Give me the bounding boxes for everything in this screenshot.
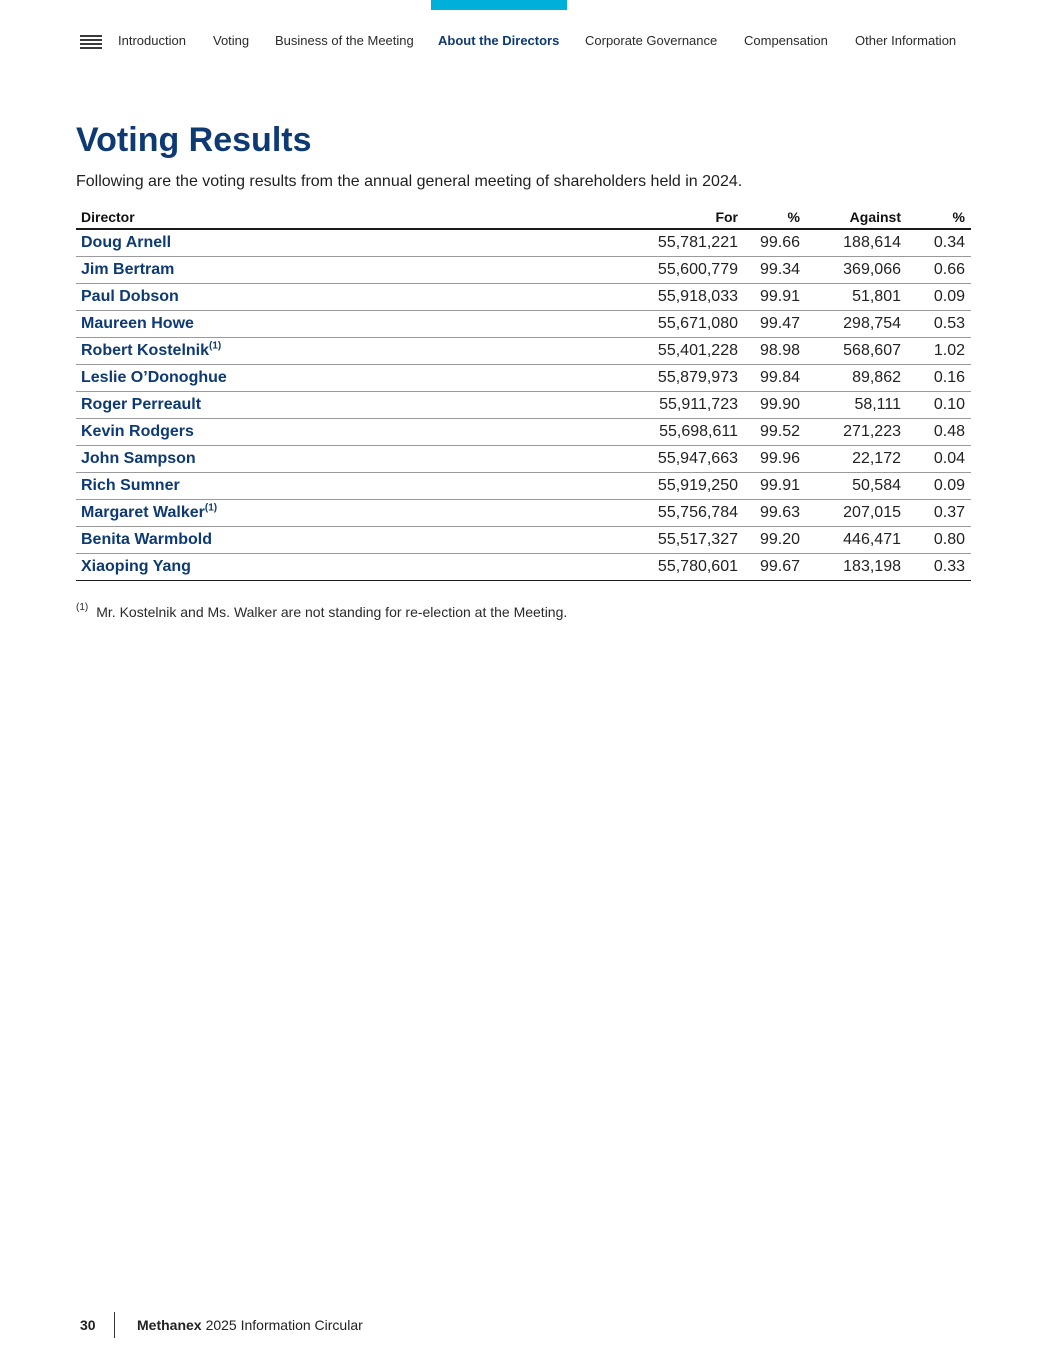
votes-for-cell: 55,698,611	[636, 419, 744, 446]
votes-against-percent-cell: 0.80	[907, 527, 971, 554]
votes-for-percent-cell: 99.84	[744, 365, 806, 392]
footnote-marker: (1)	[76, 602, 89, 613]
hamburger-menu-icon[interactable]	[80, 35, 102, 49]
footnote	[76, 604, 567, 620]
director-name[interactable]: Leslie O’Donoghue	[81, 369, 227, 386]
table-row	[76, 284, 971, 311]
votes-for-cell: 55,919,250	[636, 473, 744, 500]
votes-for-percent-cell: 99.47	[744, 311, 806, 338]
header-against: Against	[806, 207, 907, 229]
votes-against-cell: 183,198	[806, 554, 907, 581]
table-row	[76, 473, 971, 500]
votes-for-cell: 55,756,784	[636, 500, 744, 527]
table-row	[76, 229, 971, 257]
active-tab-indicator	[431, 0, 567, 10]
table-row	[76, 311, 971, 338]
page-footer	[80, 1312, 363, 1338]
director-name-cell[interactable]	[76, 257, 636, 284]
header-for: For	[636, 207, 744, 229]
director-name[interactable]: Robert Kostelnik	[81, 342, 210, 359]
votes-against-cell: 51,801	[806, 284, 907, 311]
header-against-percent: %	[907, 207, 971, 229]
nav-item-compensation[interactable]: Compensation	[744, 33, 828, 48]
votes-for-percent-cell: 99.91	[744, 284, 806, 311]
table-row	[76, 338, 971, 365]
director-name[interactable]: Maureen Howe	[81, 315, 194, 332]
votes-against-percent-cell: 0.16	[907, 365, 971, 392]
voting-results-table	[76, 207, 971, 581]
director-name[interactable]: Doug Arnell	[81, 234, 172, 251]
header-director: Director	[76, 207, 636, 229]
director-name-cell[interactable]	[76, 527, 636, 554]
director-name-cell[interactable]	[76, 338, 636, 365]
footnote-reference: (1)	[209, 340, 222, 352]
table-row	[76, 257, 971, 284]
nav-item-business-of-the-meeting[interactable]: Business of the Meeting	[275, 33, 414, 48]
table-row	[76, 419, 971, 446]
nav-item-introduction[interactable]: Introduction	[118, 33, 186, 48]
votes-against-percent-cell: 0.10	[907, 392, 971, 419]
director-name[interactable]: Roger Perreault	[81, 396, 202, 413]
votes-against-percent-cell: 0.66	[907, 257, 971, 284]
votes-for-percent-cell: 99.52	[744, 419, 806, 446]
votes-for-cell: 55,947,663	[636, 446, 744, 473]
footnote-text: Mr. Kostelnik and Ms. Walker are not standing for re-election at the Meeting.	[96, 604, 568, 620]
votes-against-percent-cell: 0.04	[907, 446, 971, 473]
footer-document-title: 2025 Information Circular	[205, 1317, 363, 1333]
director-name-cell[interactable]	[76, 419, 636, 446]
votes-against-cell: 58,111	[806, 392, 907, 419]
director-name[interactable]: Jim Bertram	[81, 261, 175, 278]
votes-for-cell: 55,780,601	[636, 554, 744, 581]
page-number: 30	[80, 1317, 96, 1333]
votes-against-percent-cell: 0.53	[907, 311, 971, 338]
votes-against-cell: 568,607	[806, 338, 907, 365]
director-name[interactable]: Margaret Walker	[81, 504, 205, 521]
nav-item-corporate-governance[interactable]: Corporate Governance	[585, 33, 718, 48]
table-header-row	[76, 207, 971, 229]
director-name-cell[interactable]	[76, 473, 636, 500]
director-name[interactable]: John Sampson	[81, 450, 196, 467]
nav-item-voting[interactable]: Voting	[213, 33, 250, 48]
director-name[interactable]: Paul Dobson	[81, 288, 179, 305]
votes-for-cell: 55,918,033	[636, 284, 744, 311]
votes-for-cell: 55,671,080	[636, 311, 744, 338]
header-for-percent: %	[744, 207, 806, 229]
votes-against-cell: 22,172	[806, 446, 907, 473]
footnote-reference: (1)	[204, 502, 218, 514]
page-title: Voting Results	[76, 121, 312, 159]
votes-against-cell: 50,584	[806, 473, 907, 500]
table-row	[76, 554, 971, 581]
votes-against-cell: 446,471	[806, 527, 907, 554]
votes-against-cell: 89,862	[806, 365, 907, 392]
votes-for-cell: 55,517,327	[636, 527, 744, 554]
director-name-cell[interactable]	[76, 284, 636, 311]
votes-against-percent-cell: 0.09	[907, 473, 971, 500]
votes-against-percent-cell: 0.33	[907, 554, 971, 581]
votes-for-percent-cell: 99.67	[744, 554, 806, 581]
table-row	[76, 446, 971, 473]
votes-against-percent-cell: 0.48	[907, 419, 971, 446]
votes-for-percent-cell: 99.20	[744, 527, 806, 554]
director-name-cell[interactable]	[76, 554, 636, 581]
nav-item-about-the-directors[interactable]: About the Directors	[438, 33, 560, 48]
votes-for-cell: 55,911,723	[636, 392, 744, 419]
director-name-cell[interactable]	[76, 500, 636, 527]
intro-paragraph: Following are the voting results from the annual general meeting of shareholders held in 2024.	[76, 173, 743, 190]
table-body	[76, 229, 971, 581]
footer-brand: Methanex	[137, 1317, 202, 1333]
director-name-cell[interactable]	[76, 446, 636, 473]
votes-for-percent-cell: 99.96	[744, 446, 806, 473]
votes-for-cell: 55,879,973	[636, 365, 744, 392]
votes-against-cell: 188,614	[806, 229, 907, 257]
votes-against-cell: 271,223	[806, 419, 907, 446]
votes-against-cell: 207,015	[806, 500, 907, 527]
votes-for-percent-cell: 99.63	[744, 500, 806, 527]
votes-against-percent-cell: 0.34	[907, 229, 971, 257]
table-row	[76, 527, 971, 554]
votes-against-cell: 298,754	[806, 311, 907, 338]
votes-for-percent-cell: 98.98	[744, 338, 806, 365]
top-navigation	[80, 32, 118, 52]
votes-for-cell: 55,401,228	[636, 338, 744, 365]
votes-against-percent-cell: 0.37	[907, 500, 971, 527]
table-row	[76, 392, 971, 419]
nav-item-other-information[interactable]: Other Information	[855, 33, 957, 48]
director-name[interactable]: Xiaoping Yang	[81, 558, 191, 575]
votes-against-percent-cell: 0.09	[907, 284, 971, 311]
votes-for-percent-cell: 99.91	[744, 473, 806, 500]
director-name[interactable]: Kevin Rodgers	[81, 423, 194, 440]
director-name[interactable]: Rich Sumner	[81, 477, 180, 494]
votes-against-cell: 369,066	[806, 257, 907, 284]
director-name[interactable]: Benita Warmbold	[81, 531, 212, 548]
table-row	[76, 365, 971, 392]
votes-for-cell: 55,781,221	[636, 229, 744, 257]
director-name-cell[interactable]	[76, 229, 636, 257]
votes-for-percent-cell: 99.90	[744, 392, 806, 419]
director-name-cell[interactable]	[76, 365, 636, 392]
votes-for-cell: 55,600,779	[636, 257, 744, 284]
table-row	[76, 500, 971, 527]
votes-for-percent-cell: 99.66	[744, 229, 806, 257]
votes-against-percent-cell: 1.02	[907, 338, 971, 365]
footer-divider	[114, 1312, 115, 1338]
director-name-cell[interactable]	[76, 311, 636, 338]
director-name-cell[interactable]	[76, 392, 636, 419]
votes-for-percent-cell: 99.34	[744, 257, 806, 284]
